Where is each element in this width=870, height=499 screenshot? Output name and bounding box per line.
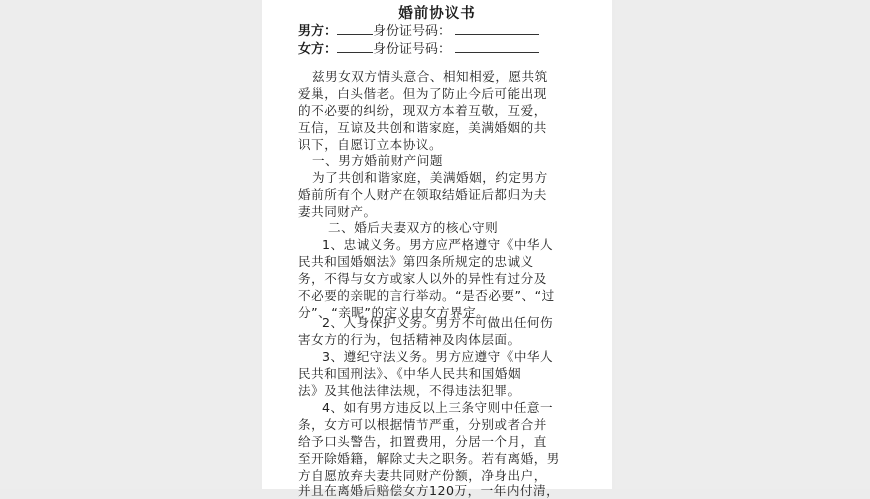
right-blurred-background [615, 0, 870, 489]
body-line: 1、忠诚义务。男方应严格遵守《中华人 [322, 237, 554, 252]
husband-field-row [298, 20, 539, 39]
wife-label: 女方： [298, 42, 338, 57]
body-line: 民共和国刑法》、《中华人民共和国婚姻 [298, 366, 522, 381]
body-line: 兹男女双方情头意合、相知相爱，愿共筑 [312, 69, 548, 84]
body-line: 婚前所有个人财产在领取结婚证后都归为夫 [298, 187, 547, 202]
body-line: 不必要的亲昵的言行举动。“是否必要”、“过 [298, 288, 555, 303]
husband-name-blank [337, 22, 373, 35]
body-line: 条，女方可以根据情节严重，分别或者合并 [298, 417, 547, 432]
body-line: 2、人身保护义务。男方不可做出任何伤 [322, 315, 554, 330]
body-line: 并且在离婚后赔偿女方120万，一年内付清， [298, 483, 560, 498]
body-line: 至开除婚籍，解除丈夫之职务。若有离婚，男 [298, 451, 560, 466]
husband-label: 男方： [298, 24, 338, 39]
body-line: 4、如有男方违反以上三条守则中任意一 [322, 400, 554, 415]
body-line: 法》及其他法律法规，不得违法犯罪。 [298, 383, 521, 398]
body-line: 的不必要的纠纷，现双方本着互敬，互爱， [298, 103, 547, 118]
husband-id-blank [455, 22, 539, 35]
body-line: 互信，互谅及共创和谐家庭，美满婚姻的共 [298, 120, 547, 135]
wife-name-blank [337, 40, 373, 53]
document-title: 婚前协议书 [398, 6, 476, 22]
body-line: 害女方的行为，包括精神及肉体层面。 [298, 332, 521, 347]
wife-id-blank [455, 40, 539, 53]
body-line: 为了共创和谐家庭，美满婚姻，约定男方 [312, 170, 548, 185]
body-line: 3、遵纪守法义务。男方应遵守《中华人 [322, 349, 554, 364]
body-line: 方自愿放弃夫妻共同财产份额，净身出户， [298, 468, 547, 483]
wife-id-label: 身份证号码： [373, 42, 452, 57]
body-line: 民共和国婚姻法》第四条所规定的忠诚义 [298, 254, 534, 269]
body-line: 务，不得与女方或家人以外的异性有过分及 [298, 271, 547, 286]
body-line: 识下，自愿订立本协议。 [298, 137, 443, 152]
section-heading: 一、男方婚前财产问题 [312, 153, 443, 168]
document-page [262, 0, 612, 498]
body-line: 给予口头警告，扣置费用，分居一个月，直 [298, 434, 547, 449]
section-heading: 二、婚后夫妻双方的核心守则 [328, 220, 499, 235]
husband-id-label: 身份证号码： [373, 24, 452, 39]
body-line: 妻共同财产。 [298, 204, 377, 219]
body-line: 分”、“亲昵”的定义由女方界定。 [298, 305, 490, 320]
wife-field-row [298, 38, 539, 57]
body-line: 爱巢，白头偕老。但为了防止今后可能出现 [298, 86, 547, 101]
left-blurred-background [0, 0, 260, 489]
